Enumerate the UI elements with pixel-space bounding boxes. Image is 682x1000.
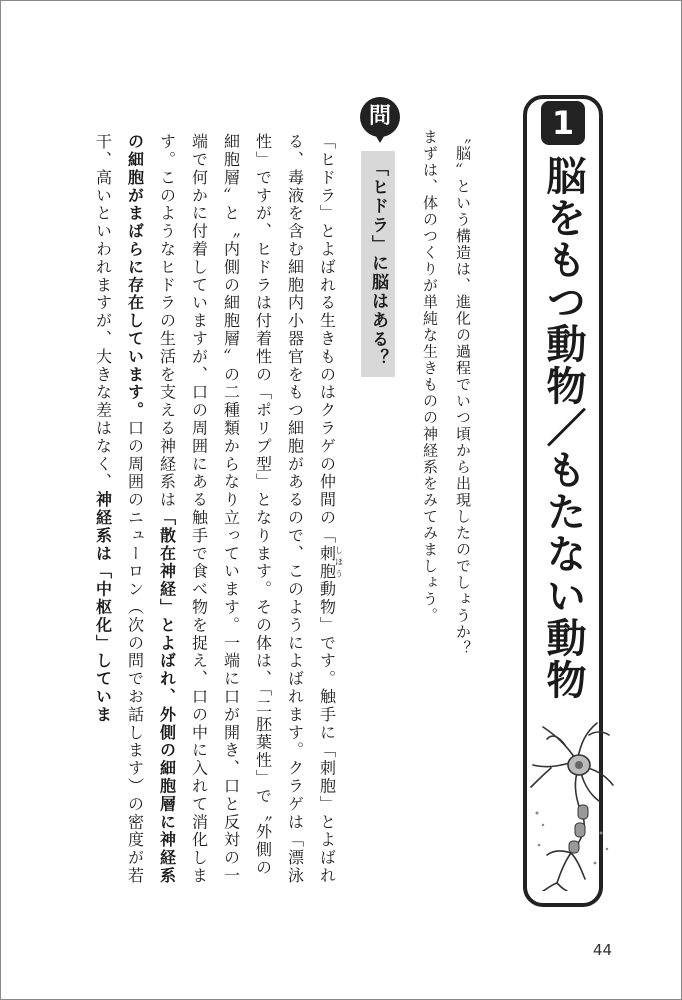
- ruby-shihou: 刺胞しほう: [317, 544, 344, 581]
- question-heading-box: [361, 151, 395, 377]
- body-segment-2: 動物」です。触手に「刺胞」とよばれる、毒液を含む細胞内小器官をもつ細胞があるので、このようによばれます。クラゲは「漂泳性」ですが、ヒドラは付着性の「ポリプ型」となります。その体は、「二胚葉性」で〝外側の細胞層〟と〝内側の細胞層〟の二種類からなり立っています。一端に口が開き、口と反対の一端で何かに付着していますが、口の周囲にある触手で食べ物を捉え、口の中に入れて消化します。このようなヒドラの生活を支える神経系は: [157, 133, 337, 885]
- question-heading: 「ヒドラ」に脳はある？: [368, 159, 388, 368]
- body-bold-2: 神経系は「中枢化」していま: [93, 491, 113, 724]
- body-segment-1: 「ヒドラ」とよばれる生きものはクラゲの仲間の「: [317, 133, 337, 545]
- question-badge-icon: 問: [360, 97, 400, 137]
- neuron-illustration-icon: [525, 713, 615, 891]
- chapter-number-badge: 1: [541, 101, 585, 145]
- body-bold-1: 「散在神経」とよばれ、外側の細胞層に神経系の細胞がまばらに存在しています。: [125, 133, 177, 885]
- chapter-title: 脳をもつ動物／もたない動物: [540, 155, 586, 701]
- body-segment-3: 口の周囲のニューロン（次の問でお話します）の密度が若干、高いといわれますが、大きな差はなく、: [93, 133, 145, 885]
- page-number: 44: [593, 941, 613, 959]
- body-text: [93, 133, 343, 893]
- ruby-reading: しほう: [334, 544, 344, 581]
- intro-paragraph: 〝脳〟という構造は、進化の過程でいつ頃から出現したのでしょうか？ まずは、体のつくりが単純な生きものの神経系をみてみましょう。: [421, 129, 472, 674]
